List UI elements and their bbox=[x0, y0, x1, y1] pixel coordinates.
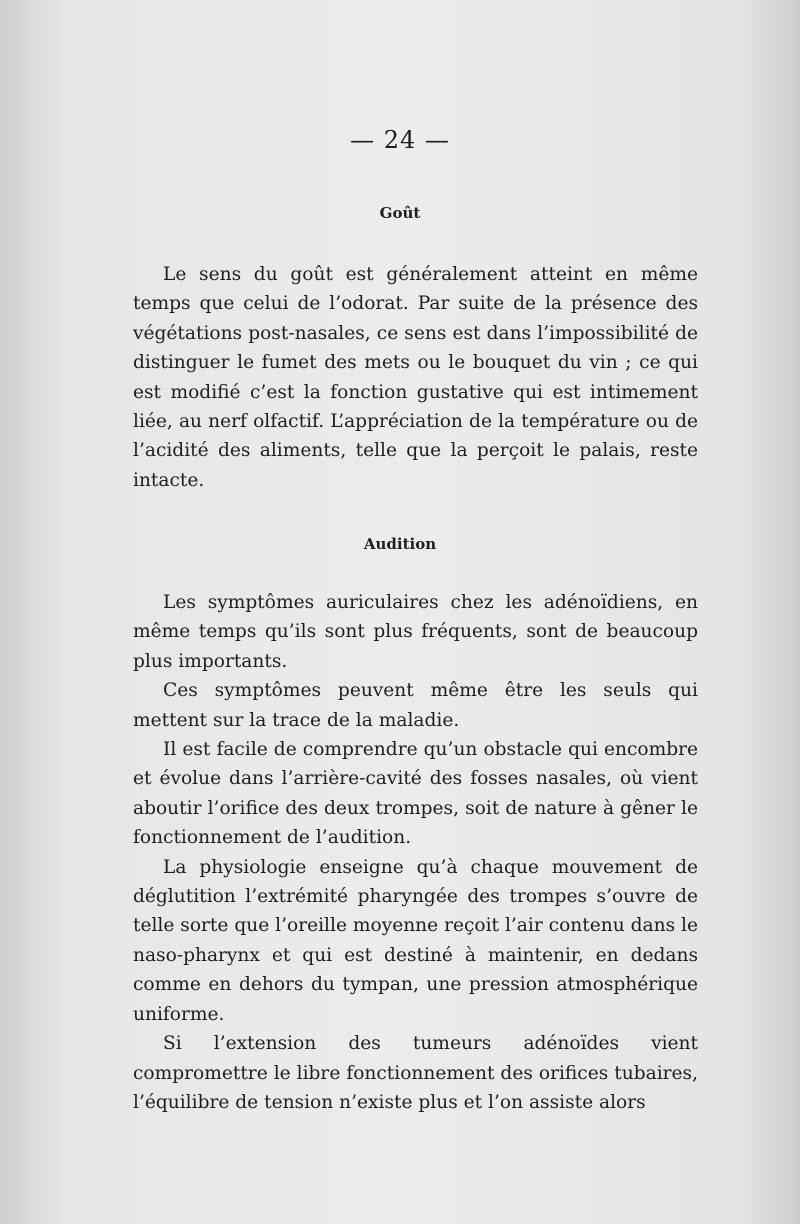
paragraph: Il est facile de comprendre qu’un obstacle qui encombre et évolue dans l’arrière-cavité des fosses nasales, où vient aboutir l’orifice des deux trompes, soit de nature à gêner le fonctionnement de l’audition. bbox=[133, 739, 698, 849]
section-title-gout: Goût bbox=[379, 204, 421, 222]
paragraph: Les symptômes auriculaires chez les adénoïdiens, en même temps qu’ils sont plus fréquents, sont de beaucoup plus importants. bbox=[133, 592, 698, 672]
paragraph: Le sens du goût est généralement atteint en même temps que celui de l’odorat. Par suite de la présence des végétations post-nasales, ce sens est dans l’impossibilité de distinguer le fumet des mets ou le bouquet du vin ; ce qui est modifié c’est la fonction gustative qui est intimement liée, au nerf olfactif. L’appréciation de la température ou de l’acidité des aliments, telle que la perçoit le palais, reste intacte. bbox=[133, 264, 698, 491]
section-title-audition: Audition bbox=[363, 535, 437, 553]
section-body-gout bbox=[133, 260, 698, 495]
page-number: — 24 — bbox=[350, 126, 450, 154]
paragraph: La physiologie enseigne qu’à chaque mouvement de déglutition l’extrémité pharyngée des trompes s’ouvre de telle sorte que l’oreille moyenne reçoit l’air contenu dans le naso-pharynx et qui est destiné à maintenir, en dedans comme en dehors du tympan, une pression atmosphérique uniforme. bbox=[133, 856, 698, 1025]
paragraph: Ces symptômes peuvent même être les seuls qui mettent sur la trace de la maladie. bbox=[133, 680, 698, 731]
section-body-audition bbox=[133, 588, 698, 1117]
paragraph: Si l’extension des tumeurs adénoïdes vient compromettre le libre fonctionnement des orifices tubaires, l’équilibre de tension n’existe plus et l’on assiste alors bbox=[133, 1033, 698, 1113]
